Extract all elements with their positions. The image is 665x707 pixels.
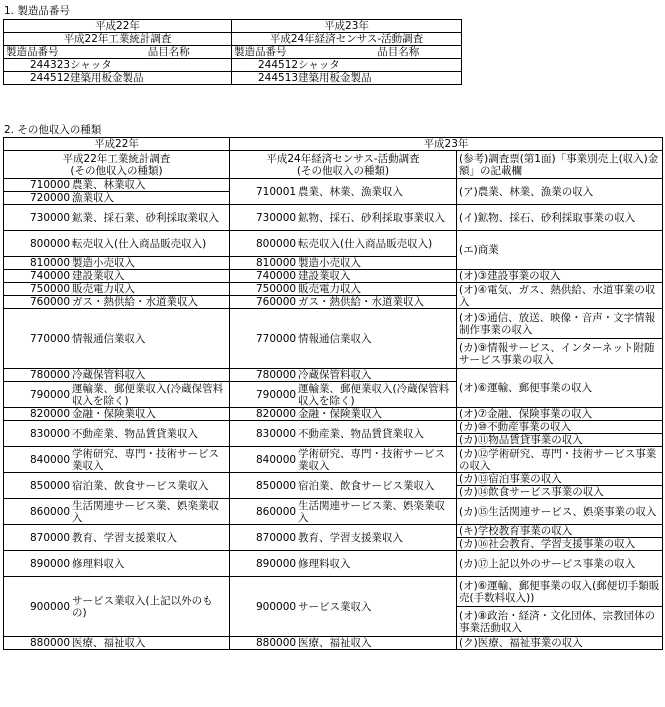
income-code: 750000: [30, 283, 71, 295]
reference-cell: (オ)⑥運輸、郵便事業の収入(郵便切手類販売(手数料収入)): [457, 577, 663, 607]
income-name: 販売電力収入: [298, 283, 361, 295]
product-code: 244512: [258, 59, 299, 71]
header-left: [4, 46, 232, 59]
section1-title: 1. 製造品番号: [4, 5, 70, 17]
income-code: 830000: [256, 427, 297, 440]
income-code: 810000: [30, 257, 71, 269]
income-name: 教育、学習支援業収入: [298, 531, 403, 544]
income-code: 740000: [30, 270, 71, 282]
income-code: 720000: [30, 192, 71, 204]
reference-cell: (カ)⑯社会教育、学習支援事業の収入: [457, 538, 663, 551]
income-code: 710001: [256, 185, 297, 198]
table-row: [4, 270, 663, 283]
income-code: 870000: [256, 531, 297, 544]
reference-cell: (ア)農業、林業、漁業の収入: [457, 179, 663, 205]
income-code: 880000: [30, 637, 71, 649]
reference-cell: (カ)⑩不動産事業の収入: [457, 421, 663, 434]
survey-mid: [230, 151, 457, 179]
reference-cell: (カ)⑰上記以外のサービス事業の収入: [457, 551, 663, 577]
survey-left: 平成22年工業統計調査: [4, 33, 232, 46]
product-name: 建築用板金製品: [70, 72, 144, 84]
income-code: 860000: [30, 505, 71, 518]
income-code: 780000: [256, 369, 297, 381]
income-code: 770000: [30, 332, 71, 345]
income-name: 教育、学習支援業収入: [72, 531, 177, 544]
era-right: 平成23年: [230, 138, 663, 151]
income-name: 金融・保険業収入: [298, 408, 382, 420]
income-name: 修理料収入: [298, 557, 351, 570]
table-row: [4, 637, 663, 650]
product-code: 244512: [30, 72, 71, 84]
income-name: 農業、林業収入: [72, 179, 146, 191]
reference-cell: (カ)⑪物品賃貸事業の収入: [457, 434, 663, 447]
survey-right: 平成24年経済センサス-活動調査: [232, 33, 462, 46]
table-row: [4, 408, 663, 421]
income-code: 810000: [256, 257, 297, 269]
reference-cell: (オ)③建設事業の収入: [457, 270, 663, 283]
income-name: 建設業収入: [72, 270, 125, 282]
era-right: 平成23年: [232, 20, 462, 33]
survey-left: [4, 151, 230, 179]
survey-left-sub: (その他収入の種類): [70, 164, 163, 177]
income-code: 780000: [30, 369, 71, 381]
table-row: [4, 447, 663, 473]
income-code: 790000: [256, 388, 297, 401]
income-code: 760000: [256, 296, 297, 308]
income-name: 鉱物、採石、砂利採取事業収入: [298, 211, 445, 224]
era-left: 平成22年: [4, 138, 230, 151]
table-row: [4, 369, 663, 382]
reference-cell: (カ)⑬宿泊事業の収入: [457, 473, 663, 486]
income-code: 860000: [256, 505, 297, 518]
income-name: 不動産業、物品賃貸業収入: [72, 427, 198, 440]
income-name: 情報通信業収入: [72, 332, 146, 345]
income-code: 830000: [30, 427, 71, 440]
other-income-table: [3, 137, 663, 650]
income-name: 金融・保険業収入: [72, 408, 156, 420]
product-number-table: [3, 19, 462, 85]
income-code: 730000: [30, 211, 71, 224]
survey-mid-name: 平成24年経済センサス-活動調査: [266, 152, 420, 165]
income-name: 情報通信業収入: [298, 332, 372, 345]
reference-cell: (オ)⑤通信、放送、映像・音声・文字情報制作事業の収入: [457, 309, 663, 339]
product-name: 建築用板金製品: [298, 72, 372, 84]
col-code: 製造品番号: [234, 46, 287, 58]
income-code: 870000: [30, 531, 71, 544]
income-code: 890000: [256, 557, 297, 570]
reference-cell: (オ)④電気、ガス、熱供給、水道事業の収入: [457, 283, 663, 309]
income-name: サービス業収入: [298, 600, 372, 613]
income-name: 製造小売収入: [298, 257, 361, 269]
income-name: 建設業収入: [298, 270, 351, 282]
income-name: 学術研究、専門・技術サービス業収入: [298, 447, 445, 472]
income-name: 医療、福祉収入: [72, 637, 146, 649]
income-code: 710000: [30, 179, 71, 191]
income-name: 不動産業、物品賃貸業収入: [298, 427, 424, 440]
header-right: [232, 46, 462, 59]
income-code: 790000: [30, 388, 71, 401]
income-name: 医療、福祉収入: [298, 637, 372, 649]
table-row: [4, 283, 663, 296]
reference-cell: (カ)⑫学術研究、専門・技術サービス事業の収入: [457, 447, 663, 473]
income-name: 修理料収入: [72, 557, 125, 570]
table-row: [4, 577, 663, 607]
income-name: サービス業収入(上記以外のもの): [72, 594, 213, 619]
col-name: 品目名称: [377, 46, 420, 58]
income-name: 宿泊業、飲食サービス業収入: [72, 479, 209, 492]
income-code: 750000: [256, 283, 297, 295]
income-name: 運輸業、郵便業収入(冷蔵保管料収入を除く): [298, 382, 450, 407]
income-code: 890000: [30, 557, 71, 570]
income-name: ガス・熱供給・水道業収入: [72, 296, 198, 308]
income-code: 800000: [256, 237, 297, 250]
table-row: [4, 499, 663, 525]
table-row: [4, 551, 663, 577]
table-row: [4, 421, 663, 434]
income-code: 820000: [256, 408, 297, 420]
income-code: 800000: [30, 237, 71, 250]
table-row: [4, 473, 663, 486]
income-code: 730000: [256, 211, 297, 224]
reference-cell: (エ)商業: [457, 231, 663, 270]
income-name: 冷蔵保管料収入: [72, 369, 146, 381]
era-left: 平成22年: [4, 20, 232, 33]
income-code: 900000: [256, 600, 297, 613]
table-row: [4, 205, 663, 231]
product-name: シャッタ: [298, 59, 340, 71]
table-row: [4, 309, 663, 339]
reference-cell: (キ)学校教育事業の収入: [457, 525, 663, 538]
income-code: 760000: [30, 296, 71, 308]
reference-cell: (オ)⑥運輸、郵便事業の収入: [457, 369, 663, 408]
income-code: 850000: [30, 479, 71, 492]
income-name: 販売電力収入: [72, 283, 135, 295]
income-name: 転売収入(仕入商品販売収入): [298, 237, 433, 250]
income-name: 製造小売収入: [72, 257, 135, 269]
income-name: 運輸業、郵便業収入(冷蔵保管料収入を除く): [72, 382, 224, 407]
product-code: 244323: [30, 59, 71, 71]
product-name: シャッタ: [70, 59, 112, 71]
income-code: 850000: [256, 479, 297, 492]
reference-cell: (イ)鉱物、採石、砂利採取事業の収入: [457, 205, 663, 231]
col-name: 品目名称: [147, 46, 190, 58]
income-name: 生活関連サービス業、娯楽業収入: [298, 499, 445, 524]
reference-cell: (ク)医療、福祉事業の収入: [457, 637, 663, 650]
income-name: ガス・熱供給・水道業収入: [298, 296, 424, 308]
table-row: [4, 72, 462, 85]
income-name: 生活関連サービス業、娯楽業収入: [72, 499, 219, 524]
income-name: 鉱業、採石業、砂利採取業収入: [72, 211, 219, 224]
income-name: 漁業収入: [72, 192, 114, 204]
income-name: 宿泊業、飲食サービス業収入: [298, 479, 435, 492]
table-row: [4, 59, 462, 72]
section2-title: 2. その他収入の種類: [4, 124, 102, 136]
income-name: 冷蔵保管料収入: [298, 369, 372, 381]
income-code: 820000: [30, 408, 71, 420]
table-row: [4, 179, 663, 192]
income-code: 770000: [256, 332, 297, 345]
reference-cell: (カ)⑨情報サービス、インターネット附随サービス事業の収入: [457, 339, 663, 369]
col-code: 製造品番号: [6, 46, 59, 58]
income-code: 840000: [30, 453, 71, 466]
income-code: 740000: [256, 270, 297, 282]
income-code: 900000: [30, 600, 71, 613]
reference-cell: (オ)⑦金融、保険事業の収入: [457, 408, 663, 421]
reference-header: (参考)調査票(第1面)「事業別売上(収入)金額」の記載欄: [457, 151, 663, 179]
product-code: 244513: [258, 72, 299, 84]
income-code: 880000: [256, 637, 297, 649]
income-name: 学術研究、専門・技術サービス業収入: [72, 447, 219, 472]
income-code: 840000: [256, 453, 297, 466]
income-name: 転売収入(仕入商品販売収入): [72, 237, 207, 250]
reference-cell: (カ)⑭飲食サービス事業の収入: [457, 486, 663, 499]
table-row: [4, 231, 663, 257]
survey-mid-sub: (その他収入の種類): [296, 164, 390, 177]
reference-cell: (オ)⑧政治・経済・文化団体、宗教団体の事業活動収入: [457, 607, 663, 637]
reference-cell: (カ)⑮生活関連サービス、娯楽事業の収入: [457, 499, 663, 525]
table-row: [4, 525, 663, 538]
income-name: 農業、林業、漁業収入: [298, 185, 403, 198]
survey-left-name: 平成22年工業統計調査: [62, 152, 171, 165]
